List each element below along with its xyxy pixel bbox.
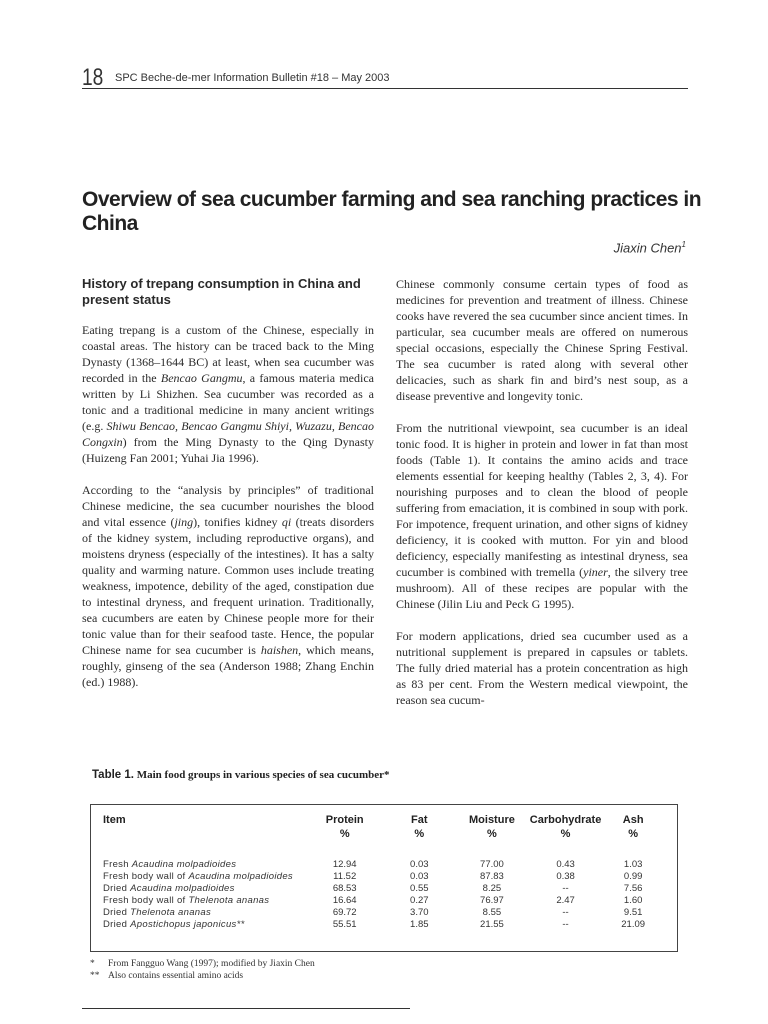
- table-cell: 0.03: [410, 859, 429, 870]
- article-title: Overview of sea cucumber farming and sea ranching practices in China: [82, 188, 702, 235]
- page-number: 18: [82, 64, 104, 91]
- table-cell: 11.52: [333, 871, 357, 882]
- table-cell-item: Fresh body wall of Acaudina molpadioides: [103, 871, 293, 882]
- footnote-text: Also contains essential amino acids: [108, 971, 244, 981]
- table-cell: 0.99: [623, 871, 643, 882]
- table-cell: 76.97: [480, 895, 504, 906]
- table-cell: 9.51: [623, 907, 643, 918]
- table-cell: 0.27: [410, 895, 429, 906]
- paragraph: For modern applications, dried sea cucumber used as a nutritional supplement is prepared in capsules or tablets. The fully dried material has a protein concentration as high as 83 per cent. From the Western medical viewpoint, the reason sea cucum-: [396, 629, 688, 707]
- table-cell: 21.55: [480, 919, 504, 930]
- table-cell: 55.51: [332, 919, 357, 930]
- table-cell-item: Fresh body wall of Thelenota ananas: [103, 895, 270, 906]
- footnote: [90, 970, 315, 982]
- table-cell: 87.83: [480, 871, 504, 882]
- section-heading: History of trepang consumption in China and present status: [82, 276, 361, 307]
- table-caption: [92, 769, 390, 781]
- footnote-text: From Fangguo Wang (1997); modified by Jiaxin Chen: [108, 959, 315, 969]
- table-cell: --: [562, 919, 569, 930]
- table-cell: 69.72: [332, 907, 357, 918]
- column-header-moisture: Moisture %: [469, 814, 515, 840]
- left-column: [82, 276, 374, 706]
- table-cell: 16.64: [332, 895, 357, 906]
- table-cell: 0.38: [556, 871, 575, 882]
- table-cell: 12.94: [332, 859, 357, 870]
- table-cell-item: Dried Thelenota ananas: [103, 907, 212, 918]
- table-cell: 7.56: [623, 883, 643, 894]
- table-cell: 3.70: [410, 907, 429, 918]
- author-name: Jiaxin Chen: [613, 240, 682, 256]
- table-caption-text: Main food groups in various species of sea cucumber*: [136, 769, 390, 781]
- table-cell: --: [562, 883, 569, 894]
- table-cell: 68.53: [332, 883, 357, 894]
- table-label: Table 1.: [92, 769, 134, 781]
- table-row: [103, 883, 665, 895]
- table-cell: 0.43: [556, 859, 575, 870]
- author-byline: [614, 240, 686, 255]
- column-header-fat: Fat %: [411, 814, 428, 840]
- table-cell: 77.00: [480, 859, 504, 870]
- table-cell: 0.55: [410, 883, 429, 894]
- paragraph: From the nutritional viewpoint, sea cucumber is an ideal tonic food. It is higher in protein and lower in fat than most foods (Table 1). It contains the amino acids and trace elements essential for keeping healthy (Tables 2, 3, 4). For nourishing purposes and to clean the blood of people suffering from emaciation, it is combined in soup with pork. For impotence, frequent urination, and other signs of kidney deficiency, it is cooked with mutton. For yin and blood deficiency, especially manifesting as intestinal dryness, sea cucumber is combined with tremella (yiner, the silvery tree mushroom). All of these recipes are popular with the Chinese (Jilin Liu and Peck G 1995).: [396, 421, 688, 611]
- table-row: [103, 919, 665, 931]
- nutrition-table: [103, 813, 665, 931]
- table-cell: --: [562, 907, 569, 918]
- paragraph: According to the “analysis by principles” of traditional Chinese medicine, the sea cucumber nourishes the blood and vital essence (jing), tonifies kidney qi (treats disorders of the kidney system, including reproductive organs), and moistens dryness (especially of the intestines). It has a salty quality and warming nature. Common uses include treating weakness, impotence, debility of the aged, constipation due to intestinal dryness, and frequent urination. Traditionally, sea cucumbers are eaten by Chinese people more for their tonic value than for their seafood taste. Hence, the popular Chinese name for sea cucumber is haishen, which means, roughly, ginseng of the sea (Anderson 1988; Zhang Enchin (ed.) 1988).: [82, 483, 375, 689]
- paragraph: Eating trepang is a custom of the Chinese, especially in coastal areas. The history can be traced back to the Ming Dynasty (1368–1644 BC) at least, when sea cucumber was recorded in the Bencao Gangmu, a famous materia medica written by Li Shizhen. Sea cucumber was recorded as a tonic and a traditional medicine in many ancient writings (e.g. Shiwu Bencao, Bencao Gangmu Shiyi, Wuzazu, Bencao Congxin) from the Ming Dynasty to the Qing Dynasty (Huizeng Fan 2001; Yuhai Jia 1996).: [82, 323, 374, 465]
- table-cell-item: Dried Apostichopus japonicus**: [103, 919, 245, 930]
- table-cell: 8.25: [482, 883, 502, 894]
- footnote: [90, 958, 315, 970]
- table-cell: 8.55: [482, 907, 502, 918]
- table-row: [103, 907, 665, 919]
- paragraph: Chinese commonly consume certain types of food as medicines for prevention and treatment of illness. Chinese cooks have revered the sea cucumber since ancient times. In particular, sea cucumber meals are offered on numerous special occasions, especially the Chinese Spring Festival. The sea cucumber is rated along with several other delicacies, such as shark fin and bird’s nest soup, as a disease preventive and longevity tonic.: [396, 277, 688, 403]
- column-header-ash: Ash %: [622, 814, 644, 840]
- column-header-carbohydrate: Carbohydrate %: [529, 814, 602, 840]
- right-column: [396, 276, 688, 724]
- table-cell-item: Dried Acaudina molpadioides: [103, 883, 235, 894]
- table-cell: 1.60: [623, 895, 643, 906]
- table-row: [103, 871, 665, 883]
- footnote-mark: **: [90, 971, 100, 981]
- nutrition-table-frame: [90, 804, 678, 952]
- table-cell: 0.03: [410, 871, 429, 882]
- author-note-mark: 1: [681, 240, 686, 249]
- column-header-protein: Protein %: [325, 814, 364, 840]
- table-cell: 1.85: [410, 919, 429, 930]
- table-header-row: [103, 813, 665, 841]
- table-cell: 1.03: [623, 859, 643, 870]
- table-cell-item: Fresh Acaudina molpadioides: [103, 859, 237, 870]
- table-row: [103, 895, 665, 907]
- running-head-text: SPC Beche-de-mer Information Bulletin #18 – May 2003: [115, 72, 390, 84]
- table-cell: 2.47: [556, 895, 575, 906]
- table-cell: 21.09: [621, 919, 646, 930]
- footnote-mark: *: [90, 959, 95, 969]
- footnote-divider: [82, 1008, 410, 1009]
- running-header: [82, 62, 688, 89]
- table-row: [103, 859, 665, 871]
- table-footnotes: [90, 958, 315, 982]
- column-header-item: Item: [103, 814, 126, 826]
